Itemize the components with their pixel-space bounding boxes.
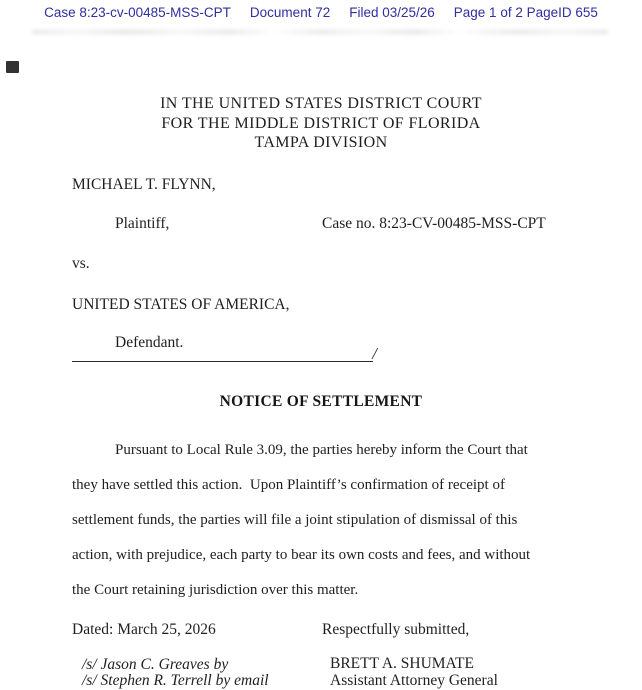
ecf-filed-date: Filed 03/25/26 (349, 5, 435, 20)
scanner-ghost-band (32, 29, 608, 35)
body-line: the Court retaining jurisdiction over this matter. (72, 582, 359, 598)
caption-separator-slash: / (372, 344, 377, 363)
ecf-page-id: Page 1 of 2 PageID 655 (453, 5, 598, 20)
ecf-document-number: Document 72 (249, 5, 331, 20)
plaintiff-signature-line1: /s/ Jason C. Greaves by (82, 656, 229, 673)
body-line: Pursuant to Local Rule 3.09, the parties hereby inform the Court that (115, 442, 528, 458)
court-heading (0, 94, 642, 153)
defendant-signer-title: Assistant Attorney General (330, 672, 498, 689)
body-line: settlement funds, the parties will file a joint stipulation of dismissal of this (72, 512, 518, 528)
court-heading-line1: IN THE UNITED STATES DISTRICT COURT (160, 95, 482, 112)
defendant-name: UNITED STATES OF AMERICA, (72, 296, 290, 313)
plaintiff-signature-line2: /s/ Stephen R. Terrell by email (82, 672, 269, 689)
defendant-signer-name: BRETT A. SHUMATE (330, 655, 474, 672)
versus: vs. (72, 255, 90, 272)
court-heading-line3: TAMPA DIVISION (254, 134, 388, 151)
document-title: NOTICE OF SETTLEMENT (219, 393, 423, 410)
ecf-stamp-header (0, 5, 642, 20)
plaintiff-role: Plaintiff, (115, 215, 170, 232)
body-line: action, with prejudice, each party to bear its own costs and fees, and without (72, 547, 531, 563)
plaintiff-name: MICHAEL T. FLYNN, (72, 176, 216, 193)
respectfully-submitted: Respectfully submitted, (322, 621, 470, 638)
ecf-case-number: Case 8:23-cv-00485-MSS-CPT (44, 5, 231, 20)
defendant-role: Defendant. (115, 334, 184, 351)
dated-line: Dated: March 25, 2026 (72, 621, 216, 638)
caption-separator-rule (72, 344, 377, 363)
body-line: they have settled this action. Upon Plaintiff’s confirmation of receipt of (72, 477, 505, 493)
case-number: Case no. 8:23-CV-00485-MSS-CPT (322, 215, 546, 232)
court-heading-line2: FOR THE MIDDLE DISTRICT OF FLORIDA (161, 114, 481, 132)
body-paragraph (72, 433, 582, 608)
scan-artifact-mark (6, 61, 19, 73)
